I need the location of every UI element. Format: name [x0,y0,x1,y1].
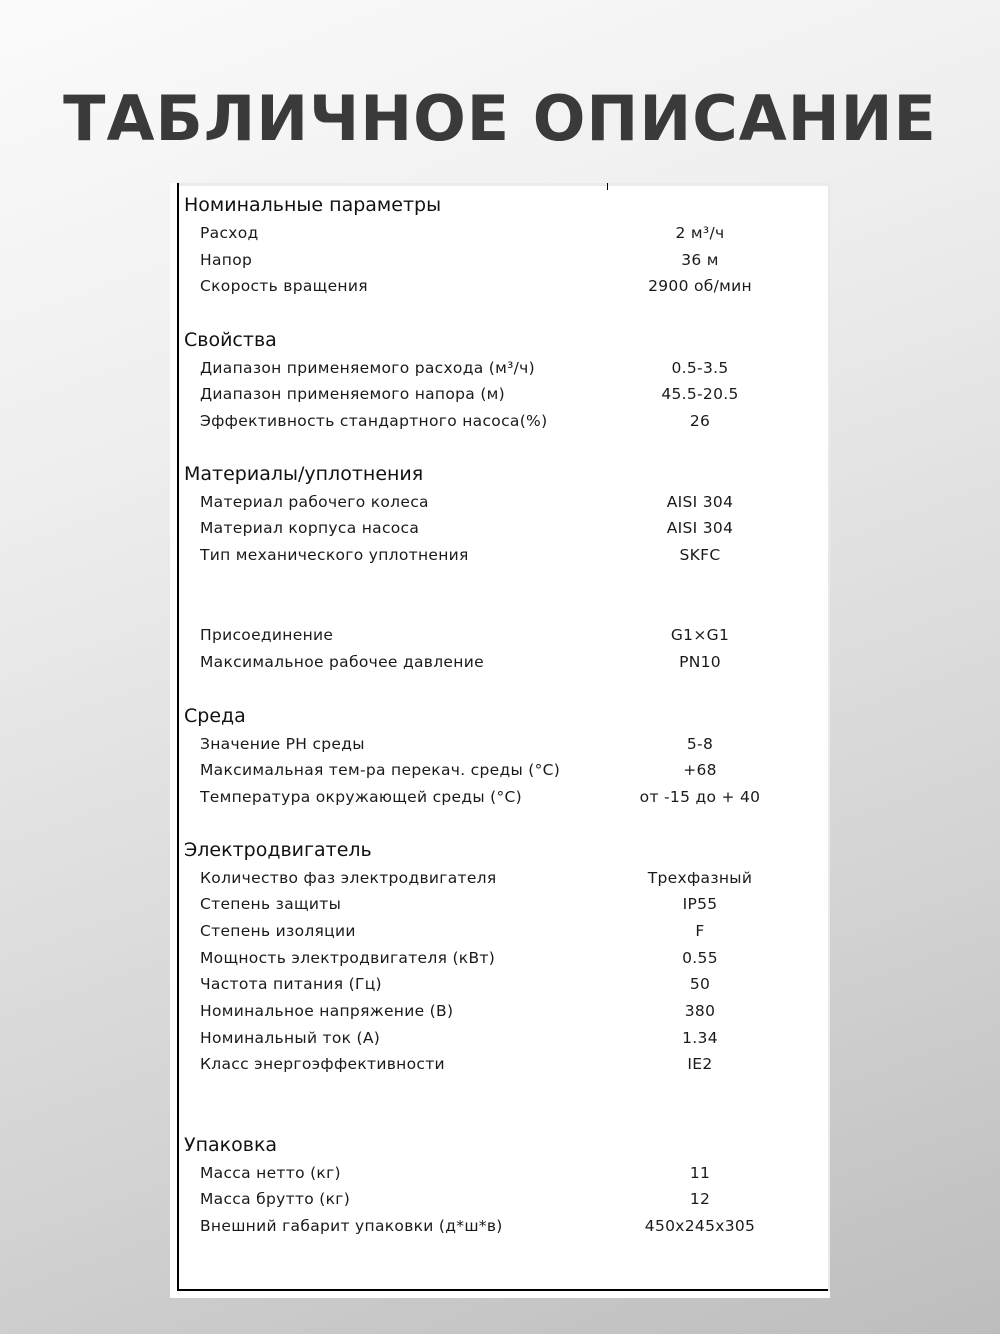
spec-label: Номинальный ток (А) [200,1029,381,1047]
sheet-top-border [177,183,830,186]
spec-label: Диапазон применяемого напора (м) [200,385,506,403]
spec-row [170,867,830,889]
spec-row [170,759,830,781]
spec-label: Количество фаз электродвигателя [200,869,497,887]
spec-value: 36 м [681,251,719,269]
spec-value: 2 м³/ч [675,224,725,242]
spec-value: от -15 до + 40 [639,788,761,806]
sheet-bottom-border [177,1289,830,1291]
spec-value: 11 [689,1164,711,1182]
spec-value: AISI 304 [666,493,734,511]
spec-label: Тип механического уплотнения [200,546,469,564]
spec-row [170,1053,830,1075]
spec-row [170,1027,830,1049]
section-title-nominal: Номинальные параметры [184,194,442,216]
spec-value: AISI 304 [666,519,734,537]
spec-row [170,947,830,969]
spec-label: Эффективность стандартного насоса(%) [200,412,548,430]
spec-row [170,1000,830,1022]
spec-value: +68 [683,761,717,779]
spec-value: SKFC [679,546,721,564]
spec-value: 0.55 [682,949,718,967]
spec-value: Трехфазный [647,869,753,887]
spec-label: Масса нетто (кг) [200,1164,341,1182]
spec-sheet [170,183,830,1298]
spec-row [170,651,830,673]
spec-value: 1.34 [682,1029,718,1047]
section-title-packaging: Упаковка [184,1134,278,1156]
spec-value: 0.5-3.5 [671,359,729,377]
spec-value: 5-8 [686,735,714,753]
spec-row [170,1215,830,1237]
spec-value: 45.5-20.5 [661,385,739,403]
spec-label: Максимальная тем-ра перекач. среды (°C) [200,761,561,779]
spec-value: G1×G1 [670,626,730,644]
spec-label: Напор [200,251,253,269]
spec-label: Температура окружающей среды (°C) [200,788,523,806]
spec-row [170,410,830,432]
spec-value: 2900 об/мин [648,277,752,295]
spec-row [170,786,830,808]
spec-label: Частота питания (Гц) [200,975,382,993]
spec-label: Номинальное напряжение (В) [200,1002,454,1020]
spec-row [170,222,830,244]
spec-value: 26 [689,412,711,430]
spec-row [170,1162,830,1184]
spec-label: Максимальное рабочее давление [200,653,484,671]
spec-label: Скорость вращения [200,277,368,295]
spec-row [170,517,830,539]
spec-row [170,733,830,755]
column-divider-tick [607,183,608,190]
spec-label: Степень изоляции [200,922,356,940]
spec-label: Внешний габарит упаковки (д*ш*в) [200,1217,503,1235]
spec-label: Присоединение [200,626,334,644]
spec-label: Класс энергоэффективности [200,1055,445,1073]
spec-value: PN10 [679,653,721,671]
spec-row [170,544,830,566]
spec-value: 50 [689,975,711,993]
spec-value: 380 [684,1002,716,1020]
spec-row [170,1188,830,1210]
spec-value: 12 [689,1190,711,1208]
spec-label: Масса брутто (кг) [200,1190,351,1208]
spec-label: Материал рабочего колеса [200,493,429,511]
section-title-medium: Среда [184,705,246,727]
section-title-materials: Материалы/уплотнения [184,463,424,485]
spec-row [170,624,830,646]
page-headline: ТАБЛИЧНОЕ ОПИСАНИЕ [63,82,937,155]
spec-label: Мощность электродвигателя (кВт) [200,949,496,967]
spec-label: Материал корпуса насоса [200,519,420,537]
spec-label: Расход [200,224,259,242]
spec-value: F [695,922,705,940]
section-title-properties: Свойства [184,329,277,351]
spec-label: Диапазон применяемого расхода (м³/ч) [200,359,535,377]
spec-row [170,357,830,379]
spec-label: Степень защиты [200,895,342,913]
spec-row [170,383,830,405]
spec-row [170,249,830,271]
spec-value: IE2 [687,1055,713,1073]
spec-value: 450x245x305 [644,1217,756,1235]
spec-row [170,893,830,915]
spec-value: IP55 [682,895,718,913]
spec-row [170,973,830,995]
spec-row [170,920,830,942]
section-title-motor: Электродвигатель [184,839,372,861]
spec-row [170,491,830,513]
spec-row [170,275,830,297]
spec-label: Значение PH среды [200,735,365,753]
